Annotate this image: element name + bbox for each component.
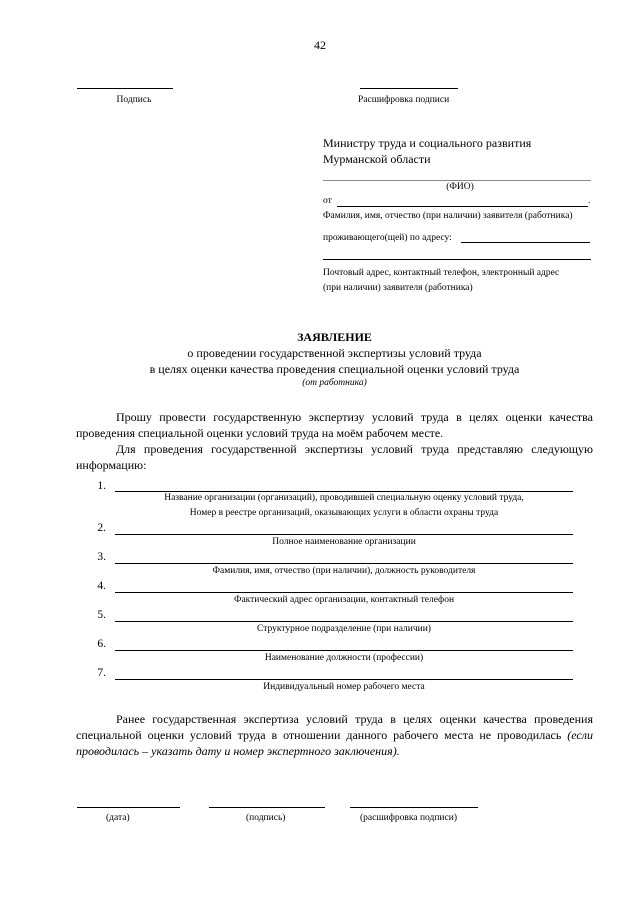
item-number: 5. [97, 609, 106, 621]
item-number: 3. [97, 551, 106, 563]
contact-hint-2: (при наличии) заявителя (работника) [323, 283, 473, 293]
body-paragraph-1 [76, 409, 593, 441]
title-subtitle: (от работника) [302, 378, 367, 388]
item-caption: Структурное подразделение (при наличии) [257, 624, 431, 634]
body-paragraph-1-text: Прошу провести государственную экспертизу условий труда в целях оценки качества проведения специальной оценки условий труда на моём рабочем месте. [76, 410, 593, 440]
item-caption: Фактический адрес организации, контактный телефон [233, 595, 455, 605]
body-paragraph-2-text: Для проведения государственной экспертизы условий труда представляю следующую информацию: [76, 442, 593, 472]
item-number: 1. [97, 480, 106, 492]
item-number: 6. [97, 638, 106, 650]
item-number: 7. [97, 667, 106, 679]
item-caption: Название организации (организаций), проводившей специальную оценку условий труда, [164, 493, 524, 503]
title-line-1: о проведении государственной экспертизы условий труда [187, 346, 482, 360]
item-fill-line [115, 491, 573, 492]
applicant-hint: Фамилия, имя, отчество (при наличии) заявителя (работника) [323, 211, 573, 221]
date-label: (дата) [106, 813, 130, 823]
item-fill-line [115, 534, 573, 535]
item-caption: Наименование должности (профессии) [264, 653, 424, 663]
top-decoding-line [360, 88, 458, 89]
signature-label: (подпись) [246, 813, 286, 823]
item-caption-secondary: Номер в реестре организаций, оказывающих услуги в области охраны труда [189, 508, 499, 518]
title-line-2: в целях оценки качества проведения специальной оценки условий труда [149, 362, 520, 376]
signature-line [209, 807, 325, 808]
top-signature-label: Подпись [116, 95, 152, 105]
document-heading: ЗАЯВЛЕНИЕ [297, 330, 372, 344]
item-caption: Индивидуальный номер рабочего места [263, 682, 425, 692]
from-prefix: от [323, 196, 332, 206]
addressee-line-1: Министру труда и социального развития [323, 136, 532, 150]
item-fill-line [115, 563, 573, 564]
item-caption: Полное наименование организации [272, 537, 416, 547]
item-caption: Фамилия, имя, отчество (при наличии), должность руководителя [212, 566, 476, 576]
closing-paragraph [76, 711, 593, 759]
contact-hint-1: Почтовый адрес, контактный телефон, электронный адрес [323, 268, 560, 278]
top-decoding-label: Расшифровка подписи [358, 95, 450, 105]
from-dot: . [588, 196, 591, 206]
item-fill-line [115, 679, 573, 680]
date-line [77, 807, 180, 808]
top-signature-line [77, 88, 173, 89]
item-fill-line [115, 592, 573, 593]
closing-text: Ранее государственная экспертиза условий труда в целях оценки качества проведения специальной оценки условий труда в отношении данного рабочего места не проводилась [76, 712, 593, 742]
item-number: 2. [97, 522, 106, 534]
page-number: 42 [314, 38, 326, 52]
addressee-line-2: Мурманской области [323, 152, 431, 166]
closing-italic-note: (если проводилась – указать дату и номер экспертного заключения). [76, 728, 593, 758]
residing-label: проживающего(щей) по адресу: [323, 233, 452, 243]
item-number: 4. [97, 580, 106, 592]
body-paragraph-2 [76, 441, 593, 473]
decoding-label: (расшифровка подписи) [360, 813, 457, 823]
residing-line [461, 242, 590, 243]
decoding-line [350, 807, 478, 808]
fio-line [323, 180, 591, 181]
fio-label: (ФИО) [446, 182, 474, 192]
item-fill-line [115, 621, 573, 622]
item-fill-line [115, 650, 573, 651]
from-line [337, 206, 588, 207]
address-line [323, 259, 591, 260]
